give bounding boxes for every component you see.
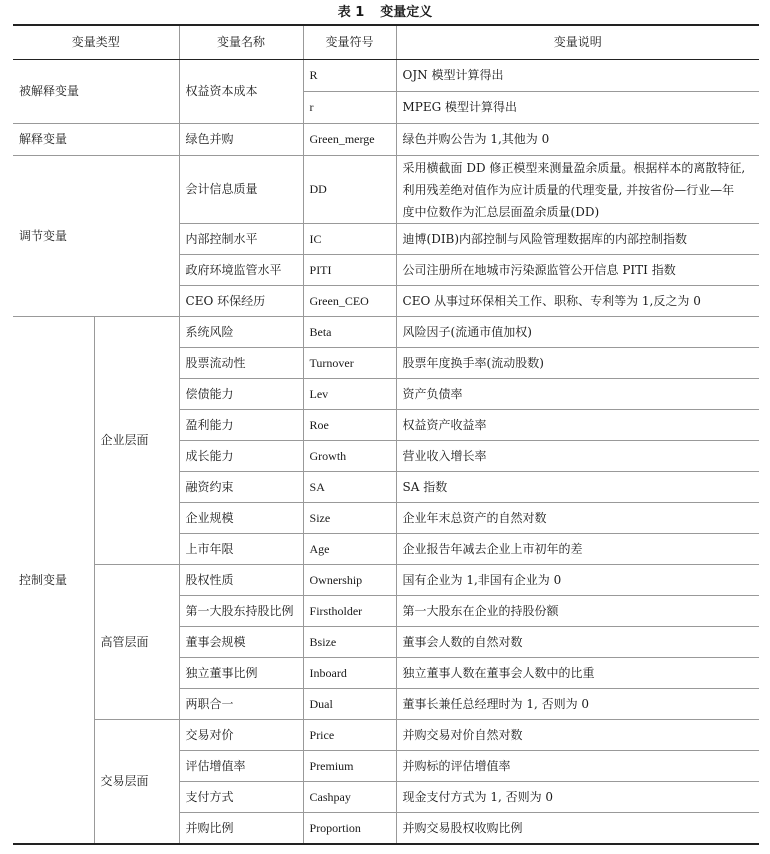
variable-description: 迪博(DIB)内部控制与风险管理数据库的内部控制指数 [396,224,759,255]
group-control: 控制变量 [13,317,94,845]
header-variable-type: 变量类型 [13,25,179,60]
subgroup-firm-level: 企业层面 [94,317,179,565]
variable-name: 内部控制水平 [179,224,303,255]
variable-symbol: Cashpay [303,782,396,813]
group-explained: 被解释变量 [13,60,179,124]
table-caption [0,2,770,24]
variable-symbol: Age [303,534,396,565]
variable-name: 第一大股东持股比例 [179,596,303,627]
variable-name: 评估增值率 [179,751,303,782]
variable-name: CEO 环保经历 [179,286,303,317]
variable-description: CEO 从事过环保相关工作、职称、专利等为 1,反之为 0 [396,286,759,317]
variable-name: 交易对价 [179,720,303,751]
variable-symbol: Green_CEO [303,286,396,317]
variable-description: 营业收入增长率 [396,441,759,472]
variable-name: 偿债能力 [179,379,303,410]
variable-description: 并购交易对价自然对数 [396,720,759,751]
variable-name: 企业规模 [179,503,303,534]
variable-symbol: Beta [303,317,396,348]
variable-symbol: Firstholder [303,596,396,627]
variable-description: 董事会人数的自然对数 [396,627,759,658]
variable-symbol: SA [303,472,396,503]
variable-description: 绿色并购公告为 1,其他为 0 [396,124,759,156]
variable-name: 会计信息质量 [179,156,303,224]
variable-description: 公司注册所在地城市污染源监管公开信息 PITI 指数 [396,255,759,286]
variable-symbol: Green_merge [303,124,396,156]
variable-description: 企业报告年减去企业上市初年的差 [396,534,759,565]
variable-description: 权益资产收益率 [396,410,759,441]
variable-symbol: Premium [303,751,396,782]
variable-description: 现金支付方式为 1, 否则为 0 [396,782,759,813]
variable-description: 风险因子(流通市值加权) [396,317,759,348]
header-variable-symbol: 变量符号 [303,25,396,60]
variable-symbol: PITI [303,255,396,286]
variable-name: 并购比例 [179,813,303,845]
group-explanatory: 解释变量 [13,124,179,156]
variable-name: 融资约束 [179,472,303,503]
header-variable-name: 变量名称 [179,25,303,60]
variable-symbol: Proportion [303,813,396,845]
variable-description: 第一大股东在企业的持股份额 [396,596,759,627]
table-row [13,317,759,348]
variable-symbol: Size [303,503,396,534]
table-row [13,60,759,92]
variable-description: 股票年度换手率(流动股数) [396,348,759,379]
variable-name: 权益资本成本 [179,60,303,124]
header-variable-description: 变量说明 [396,25,759,60]
variable-symbol: Inboard [303,658,396,689]
variable-symbol: Bsize [303,627,396,658]
variable-description: SA 指数 [396,472,759,503]
table-row [13,720,759,751]
variable-name: 独立董事比例 [179,658,303,689]
variable-name: 支付方式 [179,782,303,813]
variable-description: MPEG 模型计算得出 [396,92,759,124]
variable-symbol: IC [303,224,396,255]
variable-name: 成长能力 [179,441,303,472]
variable-description: 独立董事人数在董事会人数中的比重 [396,658,759,689]
variable-name: 董事会规模 [179,627,303,658]
variable-name: 股权性质 [179,565,303,596]
subgroup-deal-level: 交易层面 [94,720,179,845]
variable-name: 两职合一 [179,689,303,720]
variable-name: 上市年限 [179,534,303,565]
table-title: 变量定义 [380,5,433,20]
table-row [13,156,759,224]
variable-description: OJN 模型计算得出 [396,60,759,92]
table-row [13,124,759,156]
variable-name: 股票流动性 [179,348,303,379]
variable-name: 政府环境监管水平 [179,255,303,286]
variable-symbol: R [303,60,396,92]
table-number: 表 1 [337,5,365,20]
variable-symbol: r [303,92,396,124]
variable-symbol: Growth [303,441,396,472]
variable-description: 并购交易股权收购比例 [396,813,759,845]
variable-name: 盈利能力 [179,410,303,441]
variable-description [396,156,759,224]
variable-symbol: Turnover [303,348,396,379]
variable-description: 国有企业为 1,非国有企业为 0 [396,565,759,596]
variable-description: 并购标的评估增值率 [396,751,759,782]
variable-description: 董事长兼任总经理时为 1, 否则为 0 [396,689,759,720]
variable-symbol: Roe [303,410,396,441]
variable-description: 企业年末总资产的自然对数 [396,503,759,534]
variable-symbol: Lev [303,379,396,410]
subgroup-manager-level: 高管层面 [94,565,179,720]
variable-name: 绿色并购 [179,124,303,156]
variable-description: 资产负债率 [396,379,759,410]
description-line: 采用横截面 DD 修正模型来测量盈余质量。根据样本的离散特征, [402,160,746,175]
variable-symbol: Ownership [303,565,396,596]
table-row [13,565,759,596]
header-row [13,25,759,60]
variable-symbol: DD [303,156,396,224]
variable-symbol: Price [303,720,396,751]
description-line: 度中位数作为汇总层面盈余质量(DD) [402,204,600,219]
variable-name: 系统风险 [179,317,303,348]
variable-definition-table [13,24,759,845]
group-moderating: 调节变量 [13,156,179,317]
description-line: 利用残差绝对值作为应计质量的代理变量, 并按省份—行业—年 [402,182,735,197]
variable-symbol: Dual [303,689,396,720]
